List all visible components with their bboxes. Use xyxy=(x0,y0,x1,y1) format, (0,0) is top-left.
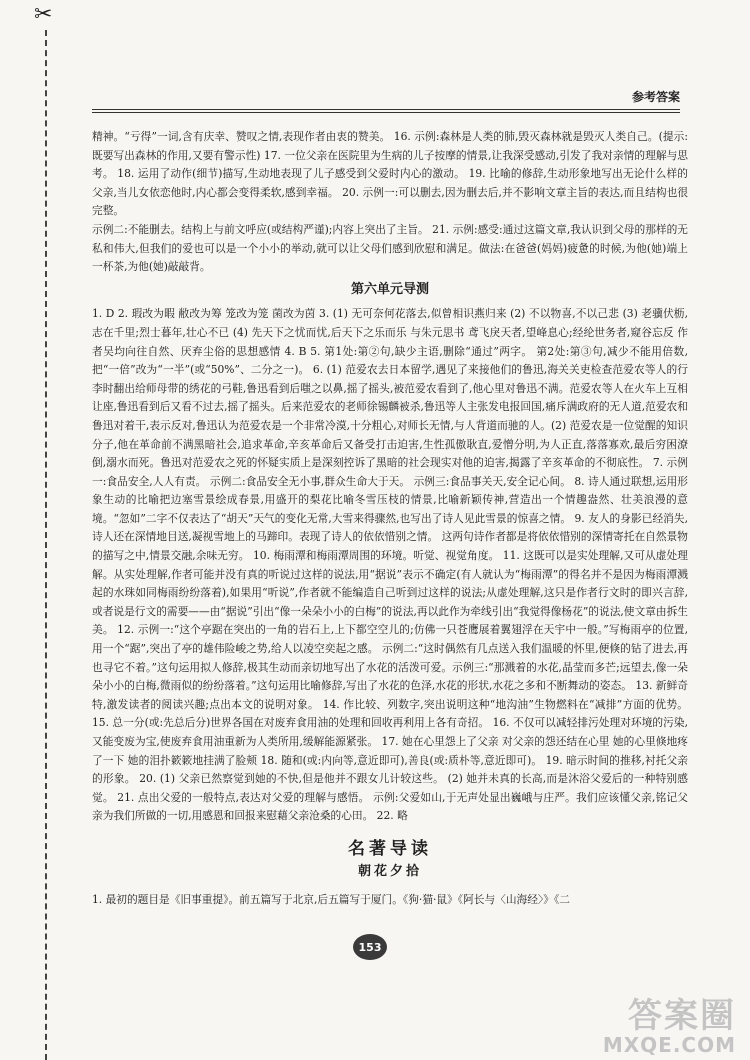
answer-paragraph: 精神。“亏得”一词,含有庆幸、赞叹之情,表现作者由衷的赞美。 16. 示例:森林是人类的肺,毁灭森林就是毁灭人类自己。(提示:既要写出森林的作用,又要有警示性) 17. 一位父亲在医院里为生病的儿子按摩的情景,让我深受感动,引发了我对亲情的理解与思考。 18. 运用了动作(细节)描写,生动地表现了儿子感受到父爱时内心的激动。 19. 比喻的修辞,生动形象地写出无论什么样的父亲,当儿女依恋他时,内心都会变得柔软,感到幸福。 20. 示例一:可以删去,因为删去后,并不影响文章主旨的表达,而且结构也很完整。 xyxy=(92,130,688,218)
watermark-url-text: MXQE.COM xyxy=(602,1033,736,1057)
section-title-classics: 名著导读 xyxy=(348,838,432,859)
scissors-icon: ✂ xyxy=(34,2,53,27)
header-rule xyxy=(92,112,680,113)
header-rule xyxy=(92,109,680,110)
section-subtitle-book: 朝花夕拾 xyxy=(357,863,422,879)
answer-content xyxy=(92,128,688,910)
section-title-unit6: 第六单元导测 xyxy=(350,281,429,297)
page-number-badge: 153 xyxy=(353,934,387,960)
page-header-title: 参考答案 xyxy=(631,90,680,104)
answer-paragraph: 示例二:不能删去。结构上与前文呼应(或结构严谨);内容上突出了主旨。 21. 示例:感受:通过这篇文章,我认识到父母的那样的无私和伟大,但我们的爱也可以是一个小小的举动,就可以让父母们感到欣慰和满足。做法:在爸爸(妈妈)疲惫的时候,为他(她)端上一杯茶,为他(她)敲敲背。 xyxy=(92,222,688,274)
answer-paragraph: 1. 最初的题目是《旧事重提》。前五篇写于北京,后五篇写于厦门。《狗·猫·鼠》《阿长与〈山海经〉》《二 xyxy=(92,893,570,907)
watermark-main-text: 答案圈 xyxy=(628,996,736,1037)
answer-paragraph: 1. D 2. 瑕改为暇 敝改为筹 笼改为笼 菌改为茵 3. (1) 无可奈何花落去,似曾相识燕归来 (2) 不以物喜,不以己悲 (3) 老骥伏枥,志在千里;烈士暮年,壮心不已 (4) 先天下之忧而忧,后天下之乐而乐 与朱元思书 鸢飞戾天者,望峰息心;经纶世务者,窥谷忘反 作者吴均向往自然、厌弃尘俗的思想感情 4. B 5. 第1处:第②句,缺少主语,删除“通过”两字。 第2处:第③句,减少不能用倍数,把“一倍”改为“一半”(或“50%”、二分之一)。 6. (1) 范爱农去日本留学,遇见了来接他们的鲁迅,海关关吏检查范爱农等人的行李时翻出给师母带的绣花的弓鞋,鲁迅看到后嗤之以鼻,摇了摇头,被范爱农看到了,他心里对鲁迅不满。范爱农等人在火车上互相让座,鲁迅看到后又看不过去,摇了摇头。后来范爱农的老师徐锡麟被杀,鲁迅等人主张发电报回国,痛斥满政府的无人道,范爱农和鲁迅对着干,表示反对,鲁迅认为范爱农是一个非常冷漠,十分粗心,对师长无情,与人背道而驰的人。(2) 范爱农是一位觉醒的知识分子,他在革命前不满黑暗社会,追求革命,辛亥革命后又备受打击迫害,生性孤傲耿直,爱憎分明,为人正直,落落寡欢,最后穷困潦倒,溺水而死。鲁迅对范爱农之死的怀疑实质上是深刻控诉了黑暗的社会现实对他的迫害,揭露了辛亥革命的不彻底性。 7. 示例一:食品安全,人人有责。 示例二:食品安全无小事,群众生命大于天。 示例三:食品事关天,安全记心间。 8. 诗人通过联想,运用形象生动的比喻把边塞雪景绘成春景,用盛开的梨花比喻冬雪压枝的情景,比喻新颖传神,营造出一个情趣盎然、壮美浪漫的意境。“忽如”二字不仅表达了“胡天”天气的变化无常,大雪来得骤然,也写出了诗人见此雪景的惊喜之情。 9. 友人的身影已经消失,诗人还在深情地目送,凝视雪地上的马蹄印。表现了诗人的依依惜别之情。 这两句诗作者都是将依依惜别的深情寄托在自然景物的描写之中,情景交融,余味无穷。 10. 梅雨潭和梅雨潭周围的环境。听觉、视觉角度。 11. 这既可以是实处理解,又可从虚处理解。从实处理解,作者可能并没有真的听说过这样的说法,用“据说”表示不确定(有人就认为“梅雨潭”的得名并不是因为梅雨潭溅起的水珠如同梅雨纷纷落着),如果用“听说”,作者就不能编造自己听到过这样的说法;从虚处理解,这只是作者行文时的即兴言辞,或者说是行文的需要——由“据说”引出“像一朵朵小小的白梅”的说法,再以此作为牵线引出“我觉得像杨花”的说法,使文章由拆生美。 12. 示例一:“这个亭踞在突出的一角的岩石上,上下都空空儿的;仿佛一只苍鹰展着翼翅浮在天宇中一般。”写梅雨亭的位置,用一个“踞”,突出了亭的雄伟险峻之势,给人以凌空奕起之感。 示例二:“这时偶然有几点送入我们温暖的怀里,便倏的钻了进去,再也寻它不着。”这句运用拟人修辞,极其生动而亲切地写出了水花的活泼可爱。示例三:“那溅着的水花,晶莹而多芒;远望去,像一朵朵小小的白梅,微雨似的纷纷落着。”这句运用比喻修辞,写出了水花的色泽,水花的形状,水花之多和不断舞动的姿态。 13. 新鲜奇特,激发读者的阅读兴趣;点出本文的说明对象。 14. 作比较、列数字,突出说明这种“地沟油”生物燃料在“减排”方面的优势。 15. 总一分(或:先总后分)世界各国在对废弃食用油的处理和回收再利用上各有奇招。 16. 不仅可以减轻排污处理对环境的污染,又能变废为宝,使废弃食用油重新为人类所用,缓解能源紧张。 17. 她在心里怨上了父亲 对父亲的怨还结在心里 她的心里倏地疼了一下 她的泪扑簌簌地挂满了脸颊 18. 随和(或:内向等,意近即可),善良(或:质朴等,意近即可)。 19. 暗示时间的推移,衬托父亲的形象。 20. (1) 父亲已然察觉到她的不快,但是他并不跟女儿计较这些。 (2) 她并未真的长高,而是沐浴父爱后的一种特别感觉。 21. 点出父爱的一般特点,表达对父爱的理解与感悟。 示例:父爱如山,于无声处显出巍峨与庄严。我们应该懂父亲,铭记父亲为我们所做的一切,用感恩和回报来慰藉父亲沧桑的心田。 22. 略 xyxy=(92,307,688,823)
cut-line xyxy=(45,30,47,1060)
watermark-logo xyxy=(602,996,736,1057)
